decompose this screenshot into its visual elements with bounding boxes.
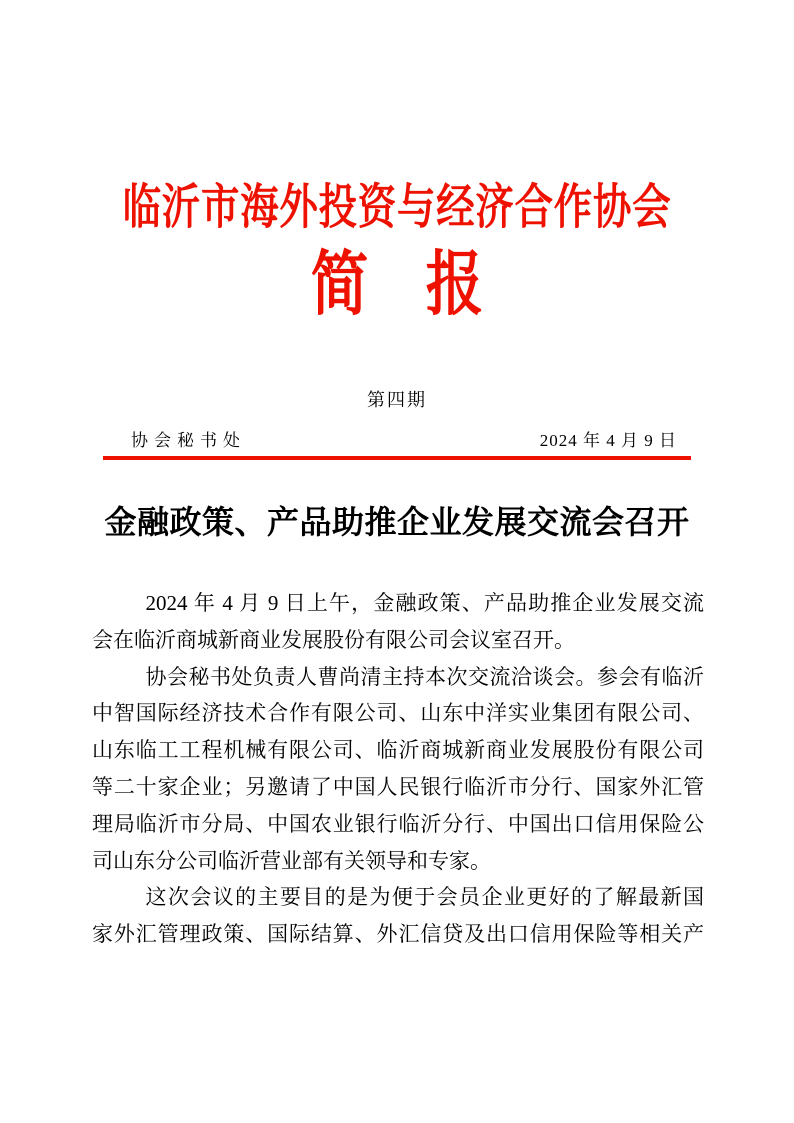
issue-number: 第四期 [367,390,427,410]
bulletin-title: 简 报 [310,247,484,324]
article-body [92,585,704,953]
body-line: 这次会议的主要目的是为便于会员企业更好的了解最新国 [145,885,704,910]
issuer-name: 协会秘书处 [131,431,246,450]
issue-date: 2024 年 4 月 9 日 [539,431,677,450]
body-line: 协会秘书处负责人曹尚清主持本次交流洽谈会。参会有临沂 [145,664,704,689]
body-line: 司山东分公司临沂营业部有关领导和专家。 [92,848,491,873]
body-line: 山东临工工程机械有限公司、临沂商城新商业发展股份有限公司 [92,738,704,763]
issuer-date-row [131,426,677,451]
organization-title: 临沂市海外投资与经济合作协会 [122,181,672,234]
masthead-divider-rule [103,456,691,460]
body-line: 2024 年 4 月 9 日上午，金融政策、产品助推企业发展交流 [145,591,704,615]
body-line: 家外汇管理政策、国际结算、外汇信贷及出口信用保险等相关产 [92,922,704,947]
body-line: 会在临沂商城新商业发展股份有限公司会议室召开。 [92,627,575,652]
article-headline: 金融政策、产品助推企业发展交流会召开 [104,504,690,540]
body-line: 理局临沂市分局、中国农业银行临沂分行、中国出口信用保险公 [92,811,704,836]
body-line: 等二十家企业；另邀请了中国人民银行临沂市分行、国家外汇管 [92,774,704,799]
body-line: 中智国际经济技术合作有限公司、山东中洋实业集团有限公司、 [92,701,704,726]
